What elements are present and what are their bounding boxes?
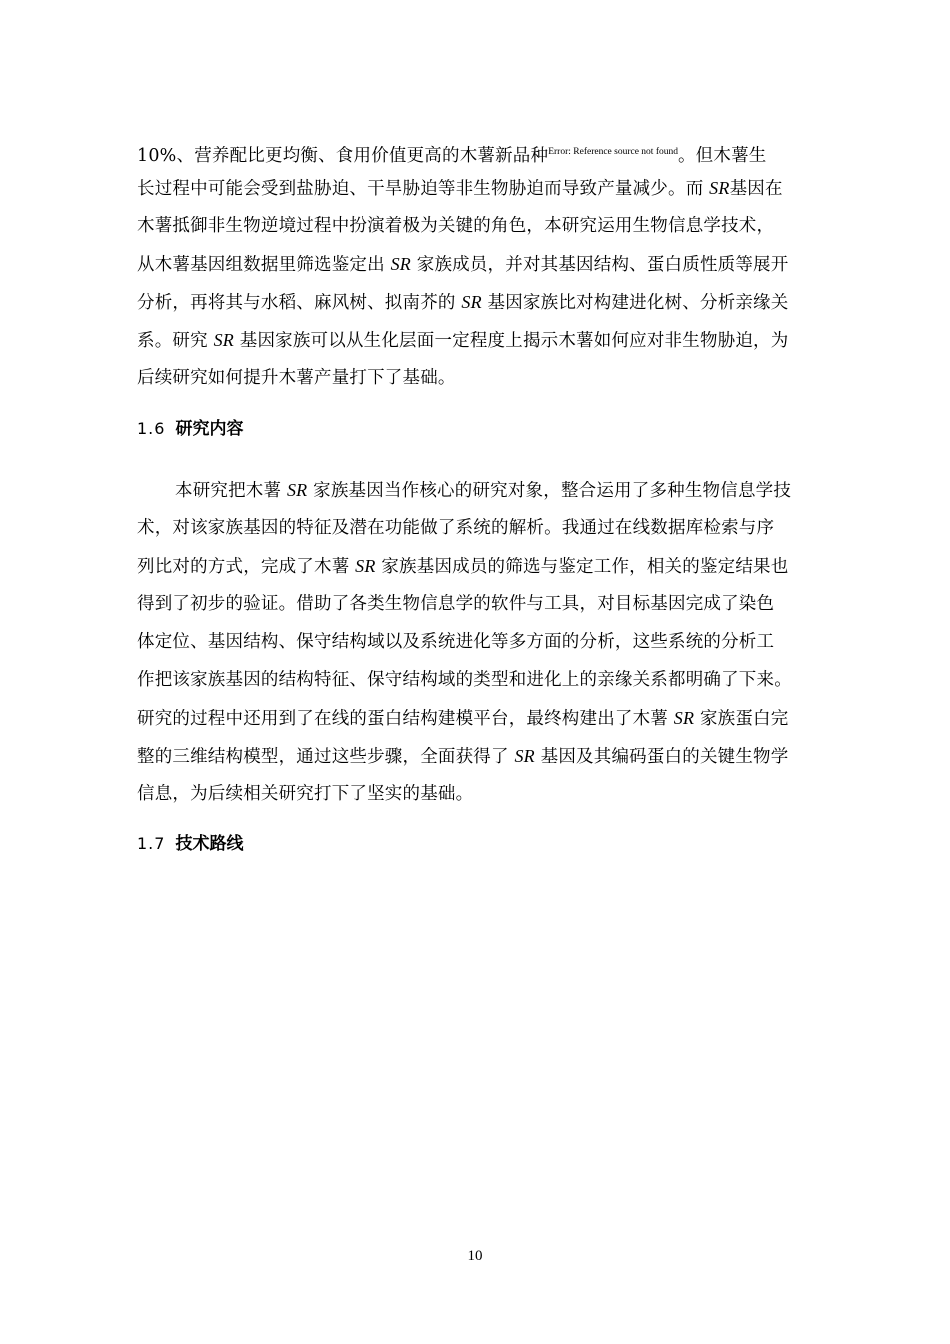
paragraph2-line3 [137, 554, 788, 579]
text-run: 整的三维结构模型，通过这些步骤，全面获得了 [137, 747, 509, 767]
text-run: 本研究把木薯 [175, 481, 282, 501]
text-run: 研究的过程中还用到了在线的蛋白结构建模平台，最终构建出了木薯 [137, 709, 668, 729]
paragraph2-line2 [137, 516, 774, 540]
text-run: 信息，为后续相关研究打下了坚实的基础。 [137, 784, 474, 804]
paragraph1-line6 [137, 328, 788, 353]
text-run: 长过程中可能会受到盐胁迫、干旱胁迫等非生物胁迫而导致产量减少。而 [137, 179, 704, 199]
text-run: 体定位、基因结构、保守结构域以及系统进化等多方面的分析，这些系统的分析工 [137, 632, 775, 652]
paragraph2-line1 [175, 478, 791, 503]
section-title: 研究内容 [175, 419, 244, 439]
text-run: 基因及其编码蛋白的关键生物学 [540, 747, 789, 767]
section-number: 1.7 [137, 834, 166, 853]
section-title: 技术路线 [175, 834, 244, 854]
text-run: 分析，再将其与水稻、麻风树、拟南芥的 [137, 293, 456, 313]
paragraph2-line4 [137, 592, 774, 616]
reference-error: Error: Reference source not found [548, 147, 678, 157]
text-run: 基因家族比对构建进化树、分析亲缘关 [487, 293, 789, 313]
text-run: 10%、营养配比更均衡、食用价值更高的木薯新品种 [137, 146, 549, 166]
paragraph1-line1 [137, 140, 766, 168]
paragraph2-line8 [137, 744, 788, 769]
text-run: 从木薯基因组数据里筛选鉴定出 [137, 255, 385, 275]
paragraph2-line9 [137, 782, 473, 806]
gene-symbol: SR [390, 254, 411, 274]
section-heading-1-7 [137, 832, 243, 856]
paragraph2-line7 [137, 706, 788, 731]
paragraph2-line6 [137, 668, 792, 692]
gene-symbol: SR [213, 330, 234, 350]
section-number: 1.6 [137, 419, 166, 438]
paragraph1-line5 [137, 290, 788, 315]
text-run: 家族基因当作核心的研究对象，整合运用了多种生物信息学技 [313, 481, 792, 501]
text-run: 后续研究如何提升木薯产量打下了基础。 [137, 368, 456, 388]
paragraph2-line5 [137, 630, 774, 654]
text-run: 得到了初步的验证。借助了各类生物信息学的软件与工具，对目标基因完成了染色 [137, 594, 775, 614]
text-run: 基因在 [729, 179, 783, 199]
text-run: 列比对的方式，完成了木薯 [137, 557, 350, 577]
gene-symbol: SR [709, 178, 730, 198]
text-run: 家族基因成员的筛选与鉴定工作，相关的鉴定结果也 [381, 557, 789, 577]
paragraph1-line3 [137, 214, 774, 238]
gene-symbol: SR [673, 708, 695, 728]
paragraph1-line7 [137, 366, 456, 390]
gene-symbol: SR [286, 480, 308, 500]
gene-symbol: SR [461, 292, 482, 312]
text-run: 系。研究 [137, 331, 208, 351]
text-run: 。但木薯生 [677, 146, 767, 166]
text-run: 作把该家族基因的结构特征、保守结构域的类型和进化上的亲缘关系都明确了下来。 [137, 670, 792, 690]
gene-symbol: SR [514, 746, 535, 766]
text-run: 基因家族可以从生化层面一定程度上揭示木薯如何应对非生物胁迫，为 [239, 331, 789, 351]
paragraph1-line4 [137, 252, 788, 277]
text-run: 家族成员，并对其基因结构、蛋白质性质等展开 [416, 255, 789, 275]
text-run: 木薯抵御非生物逆境过程中扮演着极为关键的角色，本研究运用生物信息学技术， [137, 216, 775, 236]
section-heading-1-6 [137, 417, 243, 441]
paragraph1-line2 [137, 176, 783, 201]
text-run: 家族蛋白完 [699, 709, 789, 729]
page-number: 10 [467, 1248, 483, 1264]
text-run: 术，对该家族基因的特征及潜在功能做了系统的解析。我通过在线数据库检索与序 [137, 518, 775, 538]
gene-symbol: SR [355, 556, 376, 576]
